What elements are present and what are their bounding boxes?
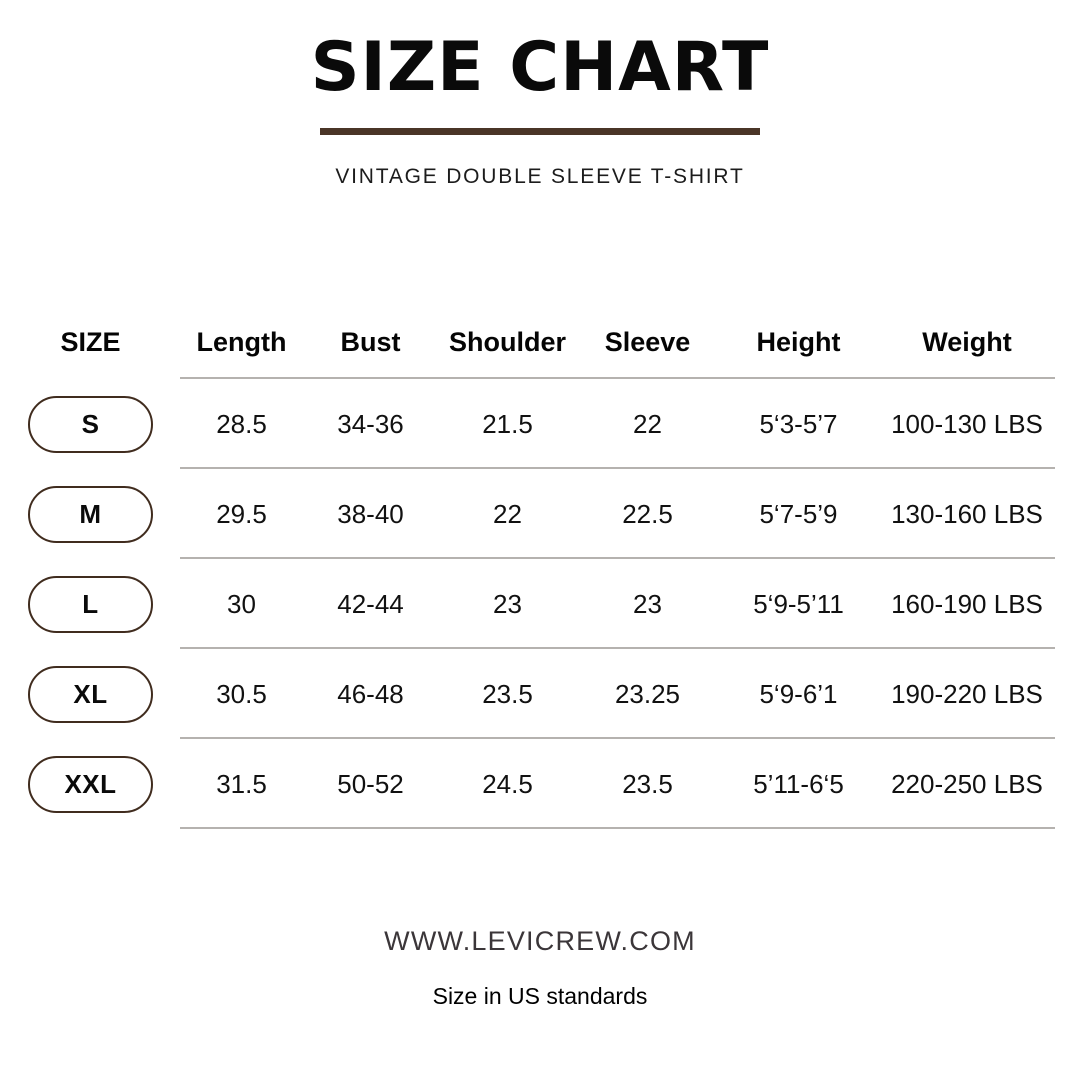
table-row [28, 739, 1055, 829]
cell-weight: 100-130 LBS [891, 408, 1043, 439]
cell-bust: 38-40 [337, 498, 404, 529]
cell-height: 5‘3-5’7 [759, 408, 838, 439]
size-badge-label: M [79, 498, 102, 529]
size-cell [28, 396, 180, 453]
cell-bust: 50-52 [337, 768, 404, 799]
table-row [28, 379, 1055, 469]
cell-sleeve: 23 [633, 588, 662, 619]
table-row [28, 559, 1055, 649]
title-underline [320, 128, 760, 135]
cell-length: 30.5 [216, 678, 267, 709]
column-header-size: SIZE [60, 326, 121, 357]
cell-weight: 130-160 LBS [891, 498, 1043, 529]
cell-shoulder: 22 [493, 498, 522, 529]
cell-length: 29.5 [216, 498, 267, 529]
size-badge [28, 396, 153, 453]
cell-shoulder: 23 [493, 588, 522, 619]
table-row [28, 469, 1055, 559]
size-badge-label: XXL [64, 768, 117, 799]
cell-bust: 46-48 [337, 678, 404, 709]
note-text: Size in US standards [432, 983, 648, 1009]
cell-weight: 220-250 LBS [891, 768, 1043, 799]
cell-bust: 42-44 [337, 588, 404, 619]
cell-height: 5‘9-6’1 [759, 678, 838, 709]
size-cell [28, 756, 180, 813]
size-cell [28, 666, 180, 723]
column-header-height: Height [756, 326, 841, 357]
size-badge-label: XL [73, 678, 108, 709]
column-header-weight: Weight [922, 326, 1012, 357]
row-divider [180, 827, 1055, 829]
header-block [0, 28, 1080, 189]
column-header-shoulder: Shoulder [448, 326, 566, 357]
cell-length: 28.5 [216, 408, 267, 439]
cell-sleeve: 22.5 [622, 498, 673, 529]
cell-height: 5‘9-5’11 [753, 588, 844, 619]
cell-sleeve: 23.5 [622, 768, 673, 799]
size-badge [28, 756, 153, 813]
cell-length: 30 [227, 588, 256, 619]
size-badge-label: L [82, 588, 99, 619]
cell-shoulder: 24.5 [482, 768, 533, 799]
cell-weight: 160-190 LBS [891, 588, 1043, 619]
cell-shoulder: 23.5 [482, 678, 533, 709]
table-header-row [28, 305, 1055, 379]
cell-sleeve: 22 [633, 408, 662, 439]
column-header-length: Length [196, 326, 287, 357]
size-badge [28, 486, 153, 543]
cell-height: 5’11-6‘5 [753, 768, 844, 799]
cell-length: 31.5 [216, 768, 267, 799]
cell-height: 5‘7-5’9 [759, 498, 838, 529]
cell-bust: 34-36 [337, 408, 404, 439]
website-text: WWW.LEVICREW.COM [384, 926, 696, 956]
size-badge [28, 666, 153, 723]
cell-sleeve: 23.25 [614, 678, 681, 709]
size-badge-label: S [81, 408, 100, 439]
column-header-bust: Bust [340, 326, 401, 357]
size-badge [28, 576, 153, 633]
column-header-sleeve: Sleeve [604, 326, 691, 357]
cell-shoulder: 21.5 [482, 408, 533, 439]
size-cell [28, 486, 180, 543]
page-title: SIZE CHART [310, 28, 770, 107]
table-row [28, 649, 1055, 739]
size-table [28, 305, 1055, 829]
cell-weight: 190-220 LBS [891, 678, 1043, 709]
page-subtitle: VINTAGE DOUBLE SLEEVE T-SHIRT [335, 165, 745, 188]
size-cell [28, 576, 180, 633]
